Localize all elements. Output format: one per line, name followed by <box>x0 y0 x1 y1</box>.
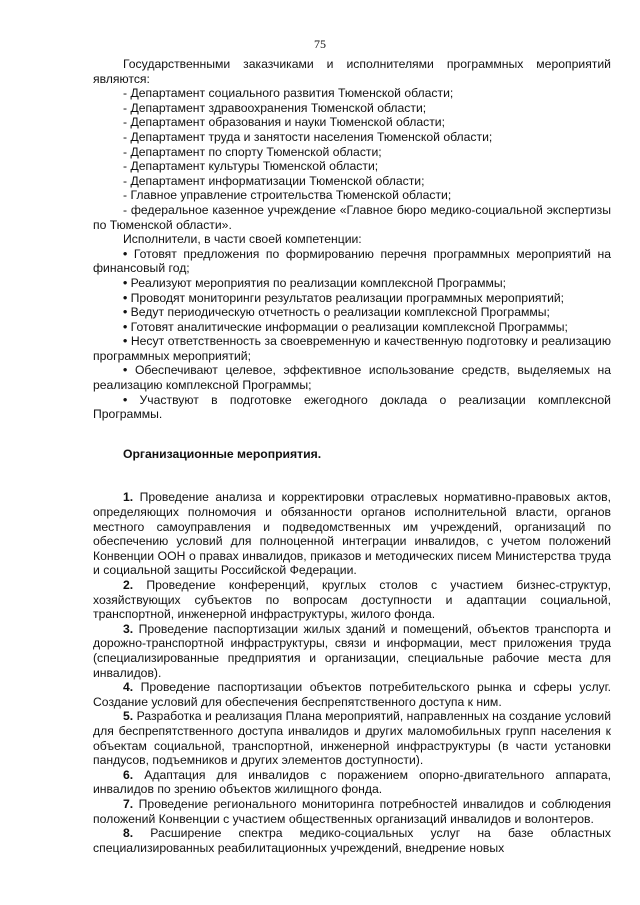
bullet-icon: • <box>123 363 128 378</box>
bullet-text: Ведут периодическую отчетность о реализации комплексной Программы; <box>130 305 550 320</box>
item-number: 4. <box>123 680 134 695</box>
bullet-item <box>93 305 611 320</box>
page-number: 75 <box>314 37 326 51</box>
bullet-icon: • <box>123 275 128 290</box>
bullet-item <box>93 393 611 422</box>
item-number: 1. <box>123 490 134 505</box>
list-item: - Департамент труда и занятости населения Тюменской области; <box>123 129 493 144</box>
list-item: - Департамент социального развития Тюменской области; <box>123 86 454 101</box>
intro-paragraph: Государственными заказчиками и исполнителями программных мероприятий являются: <box>93 57 611 86</box>
item-number: 7. <box>123 796 134 811</box>
bullet-text: Участвуют в подготовке ежегодного доклада о реализации комплексной Программы. <box>93 392 611 422</box>
measures-list <box>93 490 611 855</box>
item-text: Разработка и реализация Плана мероприятий, направленных на создание условий для беспрепятственного доступа инвалидов и других маломобильных групп населения к объектам социальной, транспортной, инженерной инфраструктуры (в части установки пандусов, подъемников и других элементов доступности). <box>93 709 612 768</box>
bullet-text: Готовят предложения по формированию перечня программных мероприятий на финансовый год; <box>93 246 612 276</box>
numbered-item <box>93 826 611 855</box>
bullet-item <box>93 363 611 392</box>
item-number: 3. <box>123 621 134 636</box>
bullet-text: Реализуют мероприятия по реализации комплексной Программы; <box>130 275 506 290</box>
bullet-text: Несут ответственность за своевременную и качественную подготовку и реализацию программных мероприятий; <box>93 334 611 363</box>
numbered-item <box>93 797 611 826</box>
bullet-item <box>93 334 611 363</box>
item-text: Проведение конференций, круглых столов с участием бизнес-структур, хозяйствующих субъектов по вопросам доступности и адаптации социальной, транспортной, инженерной инфраструктуры, жилого фонда. <box>93 578 611 622</box>
executors-list <box>93 247 611 422</box>
item-number: 2. <box>123 578 134 592</box>
bullet-icon: • <box>123 246 128 261</box>
numbered-item <box>93 768 611 797</box>
list-item: - федеральное казенное учреждение «Главное бюро медико-социальной экспертизы по Тюменской области». <box>93 202 611 232</box>
bullet-icon: • <box>123 305 128 320</box>
bullet-icon: • <box>123 290 128 305</box>
list-item: - Главное управление строительства Тюменской области; <box>123 188 452 203</box>
list-item: - Департамент культуры Тюменской области; <box>123 159 379 174</box>
bullet-icon: • <box>123 334 128 349</box>
numbered-item <box>93 709 611 767</box>
item-text: Адаптация для инвалидов с поражением опорно-двигательного аппарата, инвалидов по зрению объектов жилищного фонда. <box>93 767 611 797</box>
customers-list <box>93 86 611 232</box>
bullet-icon: • <box>123 319 128 334</box>
item-number: 5. <box>123 709 134 724</box>
numbered-item <box>93 578 611 622</box>
item-number: 6. <box>123 767 134 782</box>
list-item: - Департамент информатизации Тюменской области; <box>123 173 425 188</box>
bullet-item <box>93 320 611 335</box>
item-text: Расширение спектра медико-социальных услуг на базе областных специализированных реабилитационных учреждений, внедрение новых <box>93 826 611 855</box>
bullet-item <box>93 247 611 276</box>
numbered-item <box>93 680 611 709</box>
list-item: - Департамент образования и науки Тюменской области; <box>123 115 445 130</box>
numbered-item <box>93 490 611 578</box>
bullet-text: Проводят мониторинги результатов реализации программных мероприятий; <box>130 290 565 305</box>
bullet-icon: • <box>123 392 128 407</box>
item-text: Проведение паспортизации жилых зданий и помещений, объектов транспорта и дорожно-транспортной инфраструктуры, связи и информации, мест приложения труда (специализированные предприятия и организации, специальные рабочие места для инвалидов). <box>93 621 611 680</box>
section-heading: Организационные мероприятия. <box>123 446 322 461</box>
list-item: - Департамент здравоохранения Тюменской области; <box>123 100 427 115</box>
bullet-item <box>93 276 611 291</box>
page-content <box>93 57 611 855</box>
item-text: Проведение анализа и корректировки отраслевых нормативно-правовых актов, определяющих полномочия и обязанности органов исполнительной власти, органов местного самоуправления и подведомственных им учреждений, организаций по обеспечению условий для полноценной интеграции инвалидов, с учетом положений Конвенции ООН о правах инвалидов, приказов и методических писем Министерства труда и социальной защиты Российской Федерации. <box>93 490 611 578</box>
list-item: - Департамент по спорту Тюменской области; <box>123 144 382 159</box>
item-text: Проведение регионального мониторинга потребностей инвалидов и соблюдения положений Конвенции с участием общественных организаций инвалидов и волонтеров. <box>93 796 611 826</box>
executors-intro: Исполнители, в части своей компетенции: <box>123 232 362 247</box>
item-number: 8. <box>123 826 134 841</box>
item-text: Проведение паспортизации объектов потребительского рынка и сферы услуг. Создание условий для обеспечения беспрепятственного доступа к ним. <box>93 680 611 709</box>
bullet-text: Готовят аналитические информации о реализации комплексной Программы; <box>130 319 568 334</box>
bullet-item <box>93 291 611 306</box>
bullet-text: Обеспечивают целевое, эффективное использование средств, выделяемых на реализацию комплексной Программы; <box>93 363 611 393</box>
numbered-item <box>93 622 611 680</box>
